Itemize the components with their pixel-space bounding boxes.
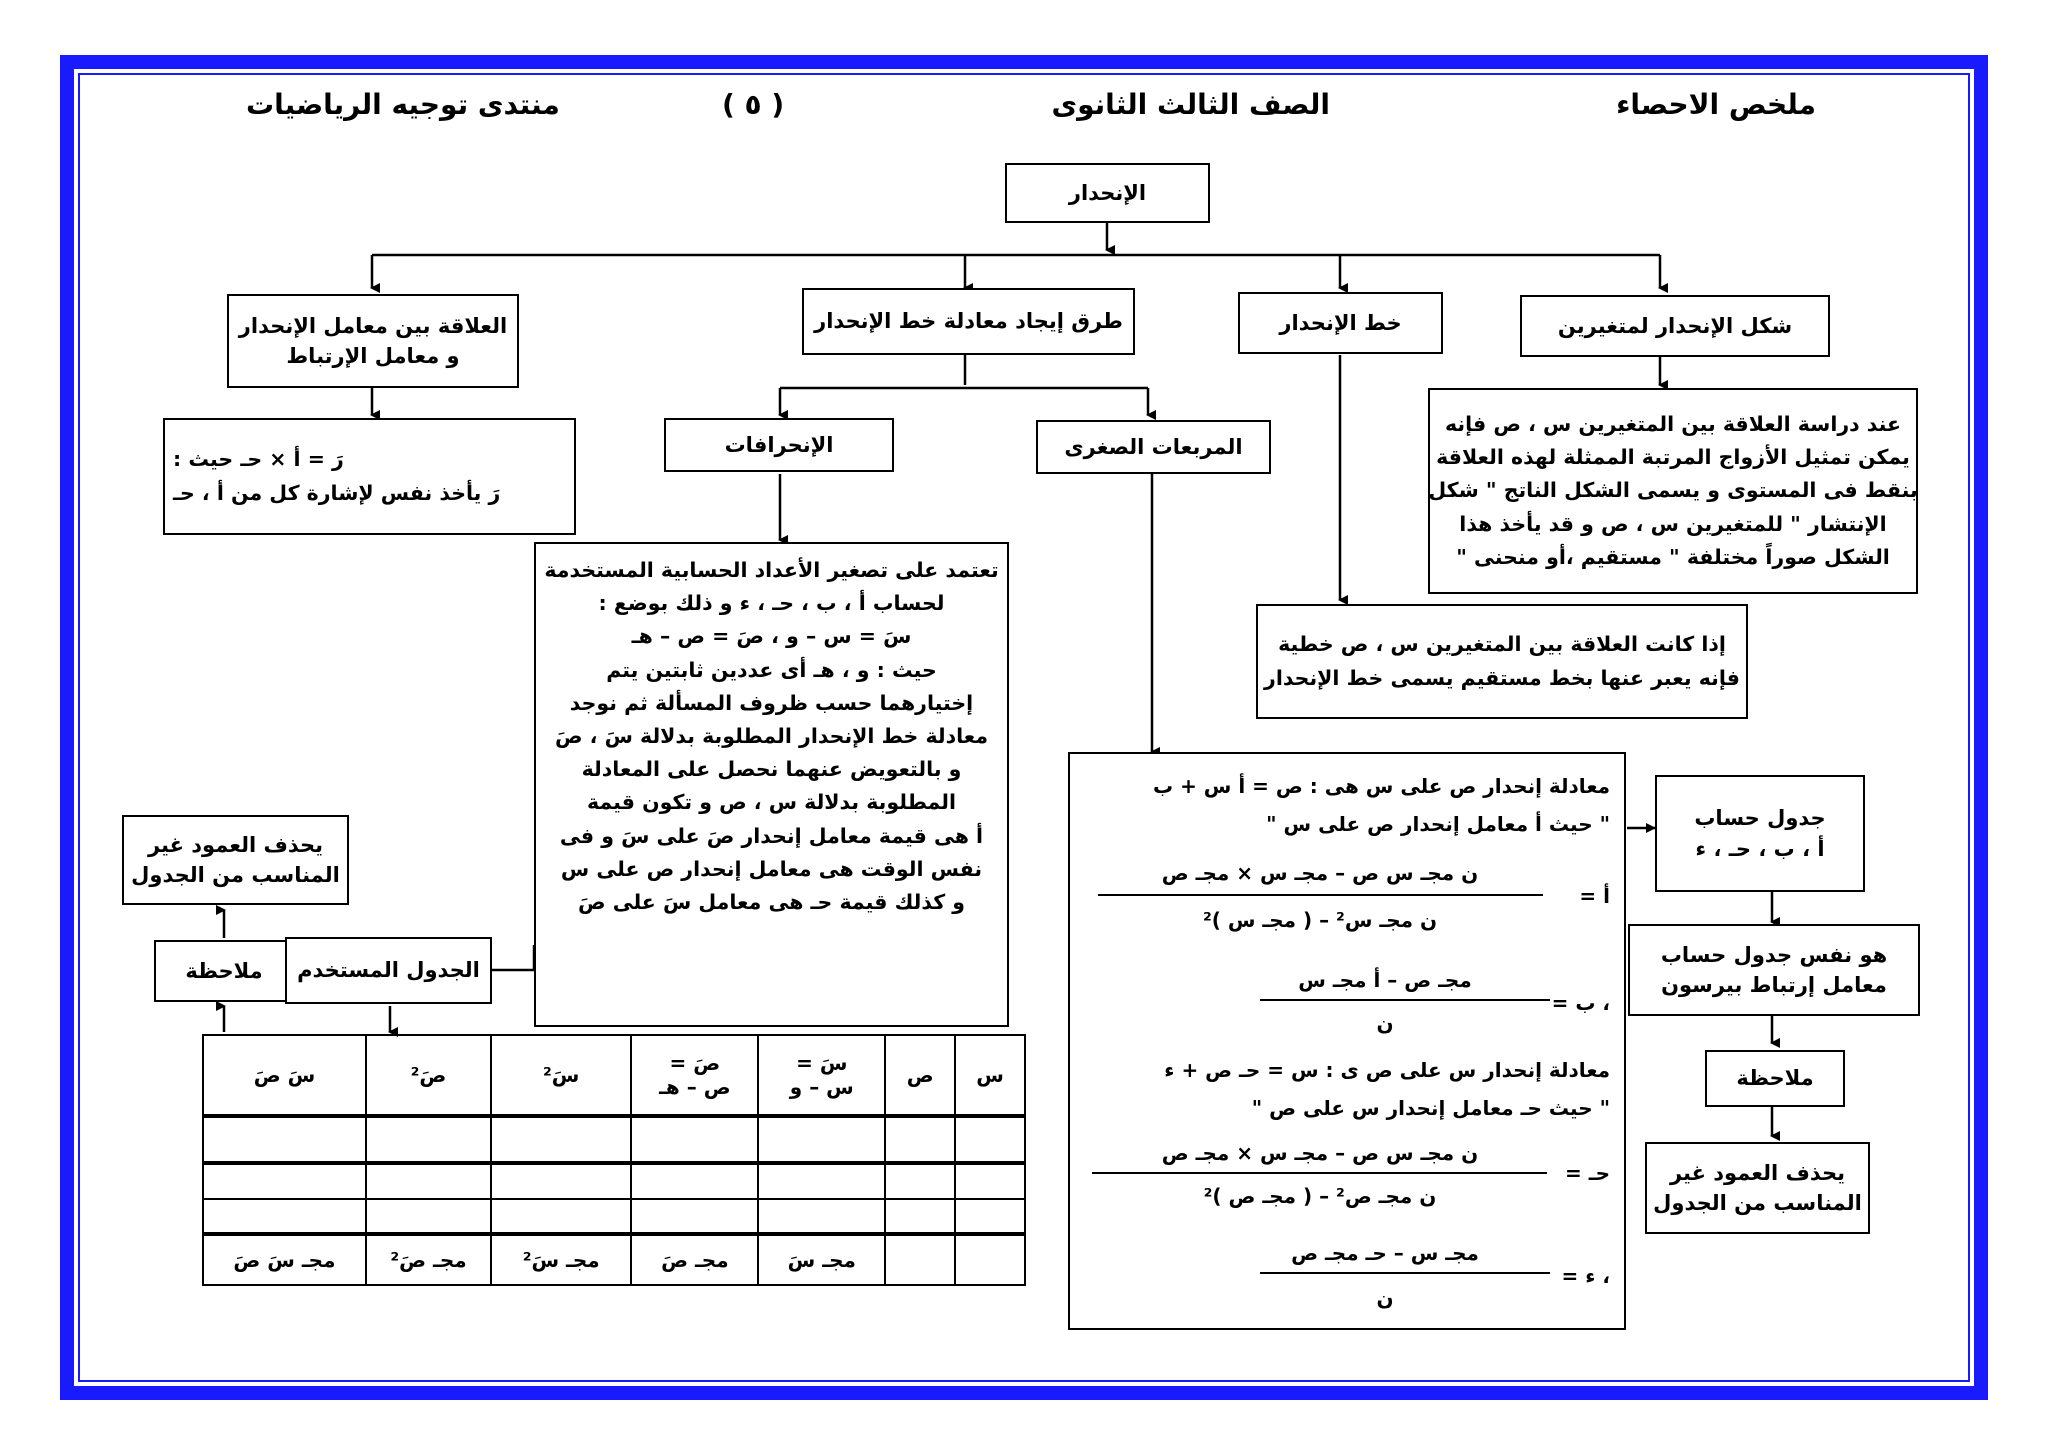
d-fraction-bar: [1260, 1272, 1550, 1274]
deviations-desc-line: و كذلك قيمة حـ هى معامل سَ على صَ: [577, 890, 966, 915]
a-fraction-bar: [1098, 894, 1543, 896]
delete-column-right-box: [1645, 1142, 1870, 1234]
eq-x-on-y-note: " حيث حـ معامل إنحدار س على ص ": [1251, 1096, 1610, 1120]
table-header-cell: ص: [885, 1035, 955, 1116]
calc-table-box: [1655, 775, 1865, 892]
deviations-description: [534, 542, 1009, 1027]
table-sum-cell: مجـ صَ: [631, 1234, 758, 1285]
b-numerator: مجـ ص – أ مجـ س: [1298, 968, 1472, 992]
table-cell: [955, 1116, 1025, 1163]
regression-line-description: [1256, 604, 1748, 719]
shape-desc-line: يمكن تمثيل الأزواج المرتبة الممثلة لهذه العلاقة: [1436, 445, 1910, 470]
a-lhs: أ =: [1579, 884, 1610, 908]
table-header-cell: صَ = ص – هـ: [631, 1035, 758, 1116]
delete-col-line: يحذف العمود غير: [1669, 1160, 1846, 1185]
regression-shape-label: شكل الإنحدار لمتغيرين: [1557, 313, 1793, 338]
eq-x-on-y: معادلة إنحدار س على ص ى : س = حـ ص + ء: [1164, 1058, 1610, 1082]
deviations-desc-line: و بالتعويض عنهما نحصل على المعادلة: [581, 757, 962, 782]
table-cell: [758, 1199, 885, 1234]
relation-formula-line: رَ يأخذ نفس لإشارة كل من أ ، حـ: [173, 480, 501, 505]
shape-desc-line: عند دراسة العلاقة بين المتغيرين س ، ص فإنه: [1444, 411, 1902, 436]
note-left-box: [154, 940, 294, 1002]
delete-col-line: المناسب من الجدول: [1653, 1191, 1862, 1215]
table-header-cell: صَ²: [366, 1035, 491, 1116]
scatter-shape-description: [1428, 388, 1918, 594]
a-denominator: ن مجـ س² – ( مجـ س )²: [1202, 908, 1438, 932]
table-header-cell: سَ صَ: [203, 1035, 366, 1116]
table-row: [203, 1163, 1025, 1198]
eq-y-on-x-note: " حيث أ معامل إنحدار ص على س ": [1266, 812, 1610, 836]
table-sum-cell: مجـ سَ²: [491, 1234, 631, 1285]
regression-line-label: خط الإنحدار: [1279, 310, 1402, 335]
regression-correlation-relation-box: [227, 294, 519, 388]
deviations-desc-line: نفس الوقت هى معامل إنحدار ص على س: [560, 856, 983, 881]
table-cell: [631, 1199, 758, 1234]
regression-methods-box: [802, 288, 1135, 355]
note-right-label: ملاحظة: [1736, 1066, 1814, 1091]
same-table-box: [1628, 924, 1920, 1016]
table-header-cell: سَ = س – و: [758, 1035, 885, 1116]
shape-desc-line: الإنتشار " للمتغيرين س ، ص و قد يأخذ هذا: [1459, 511, 1887, 536]
same-table-line: معامل إرتباط بيرسون: [1661, 973, 1887, 997]
header-page-number: ( ٥ ): [722, 88, 785, 121]
delete-col-line: يحذف العمود غير: [147, 832, 324, 857]
table-sum-cell: مجـ صَ²: [366, 1234, 491, 1285]
regression-shape-box: [1520, 295, 1830, 357]
delete-col-line: المناسب من الجدول: [131, 863, 340, 887]
least-squares-box: [1036, 420, 1271, 474]
deviations-desc-line: تعتمد على تصغير الأعداد الحسابية المستخدمة: [544, 558, 999, 582]
table-cell: [366, 1199, 491, 1234]
d-lhs: ، ء =: [1561, 1264, 1610, 1288]
table-cell: [366, 1116, 491, 1163]
relation-formula-line: رَ = أ × حـ حيث :: [173, 447, 344, 472]
note-right-box: [1705, 1050, 1845, 1107]
deviations-desc-line: المطلوبة بدلالة س ، ص و تكون قيمة: [587, 790, 957, 815]
b-fraction-bar: [1260, 999, 1550, 1001]
table-cell: [366, 1163, 491, 1198]
header-forum: منتدى توجيه الرياضيات: [246, 88, 560, 121]
c-fraction-bar: [1092, 1172, 1547, 1174]
c-lhs: حـ =: [1565, 1161, 1610, 1185]
deviations-table: [202, 1034, 1026, 1286]
same-table-line: هو نفس جدول حساب: [1660, 942, 1888, 967]
table-sum-cell: [885, 1234, 955, 1285]
relation-formula-box: [163, 418, 576, 535]
regression-line-box: [1238, 292, 1443, 354]
table-cell: [885, 1163, 955, 1198]
relation-line-2: و معامل الإرتباط: [286, 344, 460, 368]
table-cell: [758, 1163, 885, 1198]
deviations-desc-line: سَ = س – و ، صَ = ص – هـ: [631, 624, 912, 649]
table-header-cell: س: [955, 1035, 1025, 1116]
deviations-desc-line: لحساب أ ، ب ، حـ ، ء و ذلك بوضع :: [598, 591, 945, 616]
used-table-box: [285, 937, 492, 1004]
line-desc-line: فإنه يعبر عنها بخط مستقيم يسمى خط الإنحدار: [1264, 665, 1740, 690]
regression-root-box: [1005, 163, 1210, 223]
table-row: [203, 1199, 1025, 1234]
a-numerator: ن مجـ س ص – مجـ س × مجـ ص: [1161, 861, 1479, 885]
table-cell: [955, 1199, 1025, 1234]
shape-desc-line: الشكل صوراً مختلفة " مستقيم ،أو منحنى ": [1456, 544, 1890, 569]
table-cell: [631, 1116, 758, 1163]
b-lhs: ، ب =: [1551, 991, 1610, 1015]
table-cell: [203, 1116, 366, 1163]
table-cell: [203, 1163, 366, 1198]
regression-methods-label: طرق إيجاد معادلة خط الإنحدار: [814, 309, 1123, 334]
table-cell: [885, 1199, 955, 1234]
table-cell: [491, 1116, 631, 1163]
used-table-label: الجدول المستخدم: [297, 958, 480, 983]
table-cell: [491, 1163, 631, 1198]
table-sum-cell: مجـ سَ صَ: [203, 1234, 366, 1285]
table-sum-cell: مجـ سَ: [758, 1234, 885, 1285]
table-header-row: [203, 1035, 1025, 1116]
c-denominator: ن مجـ ص² – ( مجـ ص )²: [1203, 1184, 1437, 1208]
c-numerator: ن مجـ س ص – مجـ س × مجـ ص: [1161, 1141, 1479, 1165]
table-sum-cell: [955, 1234, 1025, 1285]
table-row: [203, 1116, 1025, 1163]
note-left-label: ملاحظة: [185, 958, 263, 983]
least-squares-label: المربعات الصغرى: [1064, 434, 1243, 459]
deviations-desc-line: أ هى قيمة معامل إنحدار صَ على سَ و فى: [559, 823, 984, 848]
deviations-desc-line: معادلة خط الإنحدار المطلوبة بدلالة سَ ، صَ: [554, 724, 989, 749]
b-denominator: ن: [1376, 1011, 1394, 1035]
table-cell: [955, 1163, 1025, 1198]
calc-table-line: أ ، ب ، حـ ، ء: [1695, 836, 1825, 861]
table-cell: [758, 1116, 885, 1163]
delete-column-left-box: [122, 815, 349, 905]
least-squares-description: [1068, 752, 1626, 1330]
deviations-box: [664, 418, 894, 472]
d-numerator: مجـ س – حـ مجـ ص: [1291, 1241, 1479, 1265]
table-cell: [203, 1199, 366, 1234]
table-header-cell: سَ²: [491, 1035, 631, 1116]
header-grade: الصف الثالث الثانوى: [1051, 88, 1330, 121]
eq-y-on-x: معادلة إنحدار ص على س هى : ص = أ س + ب: [1153, 774, 1610, 798]
table-cell: [491, 1199, 631, 1234]
deviations-desc-line: إختيارهما حسب ظروف المسألة ثم نوجد: [569, 690, 974, 715]
line-desc-line: إذا كانت العلاقة بين المتغيرين س ، ص خطية: [1278, 632, 1726, 657]
calc-table-line: جدول حساب: [1694, 806, 1826, 831]
header-title: ملخص الاحصاء: [1616, 88, 1816, 121]
table-sum-row: [203, 1234, 1025, 1285]
d-denominator: ن: [1376, 1286, 1394, 1310]
regression-root-label: الإنحدار: [1068, 180, 1147, 205]
deviations-label: الإنحرافات: [724, 432, 834, 457]
deviations-desc-line: حيث : و ، هـ أى عددين ثابتين يتم: [606, 657, 937, 682]
table-cell: [885, 1116, 955, 1163]
table-cell: [631, 1163, 758, 1198]
relation-line-1: العلاقة بين معامل الإنحدار: [238, 313, 508, 338]
shape-desc-line: بنقط فى المستوى و يسمى الشكل الناتج " شكل: [1428, 478, 1918, 503]
